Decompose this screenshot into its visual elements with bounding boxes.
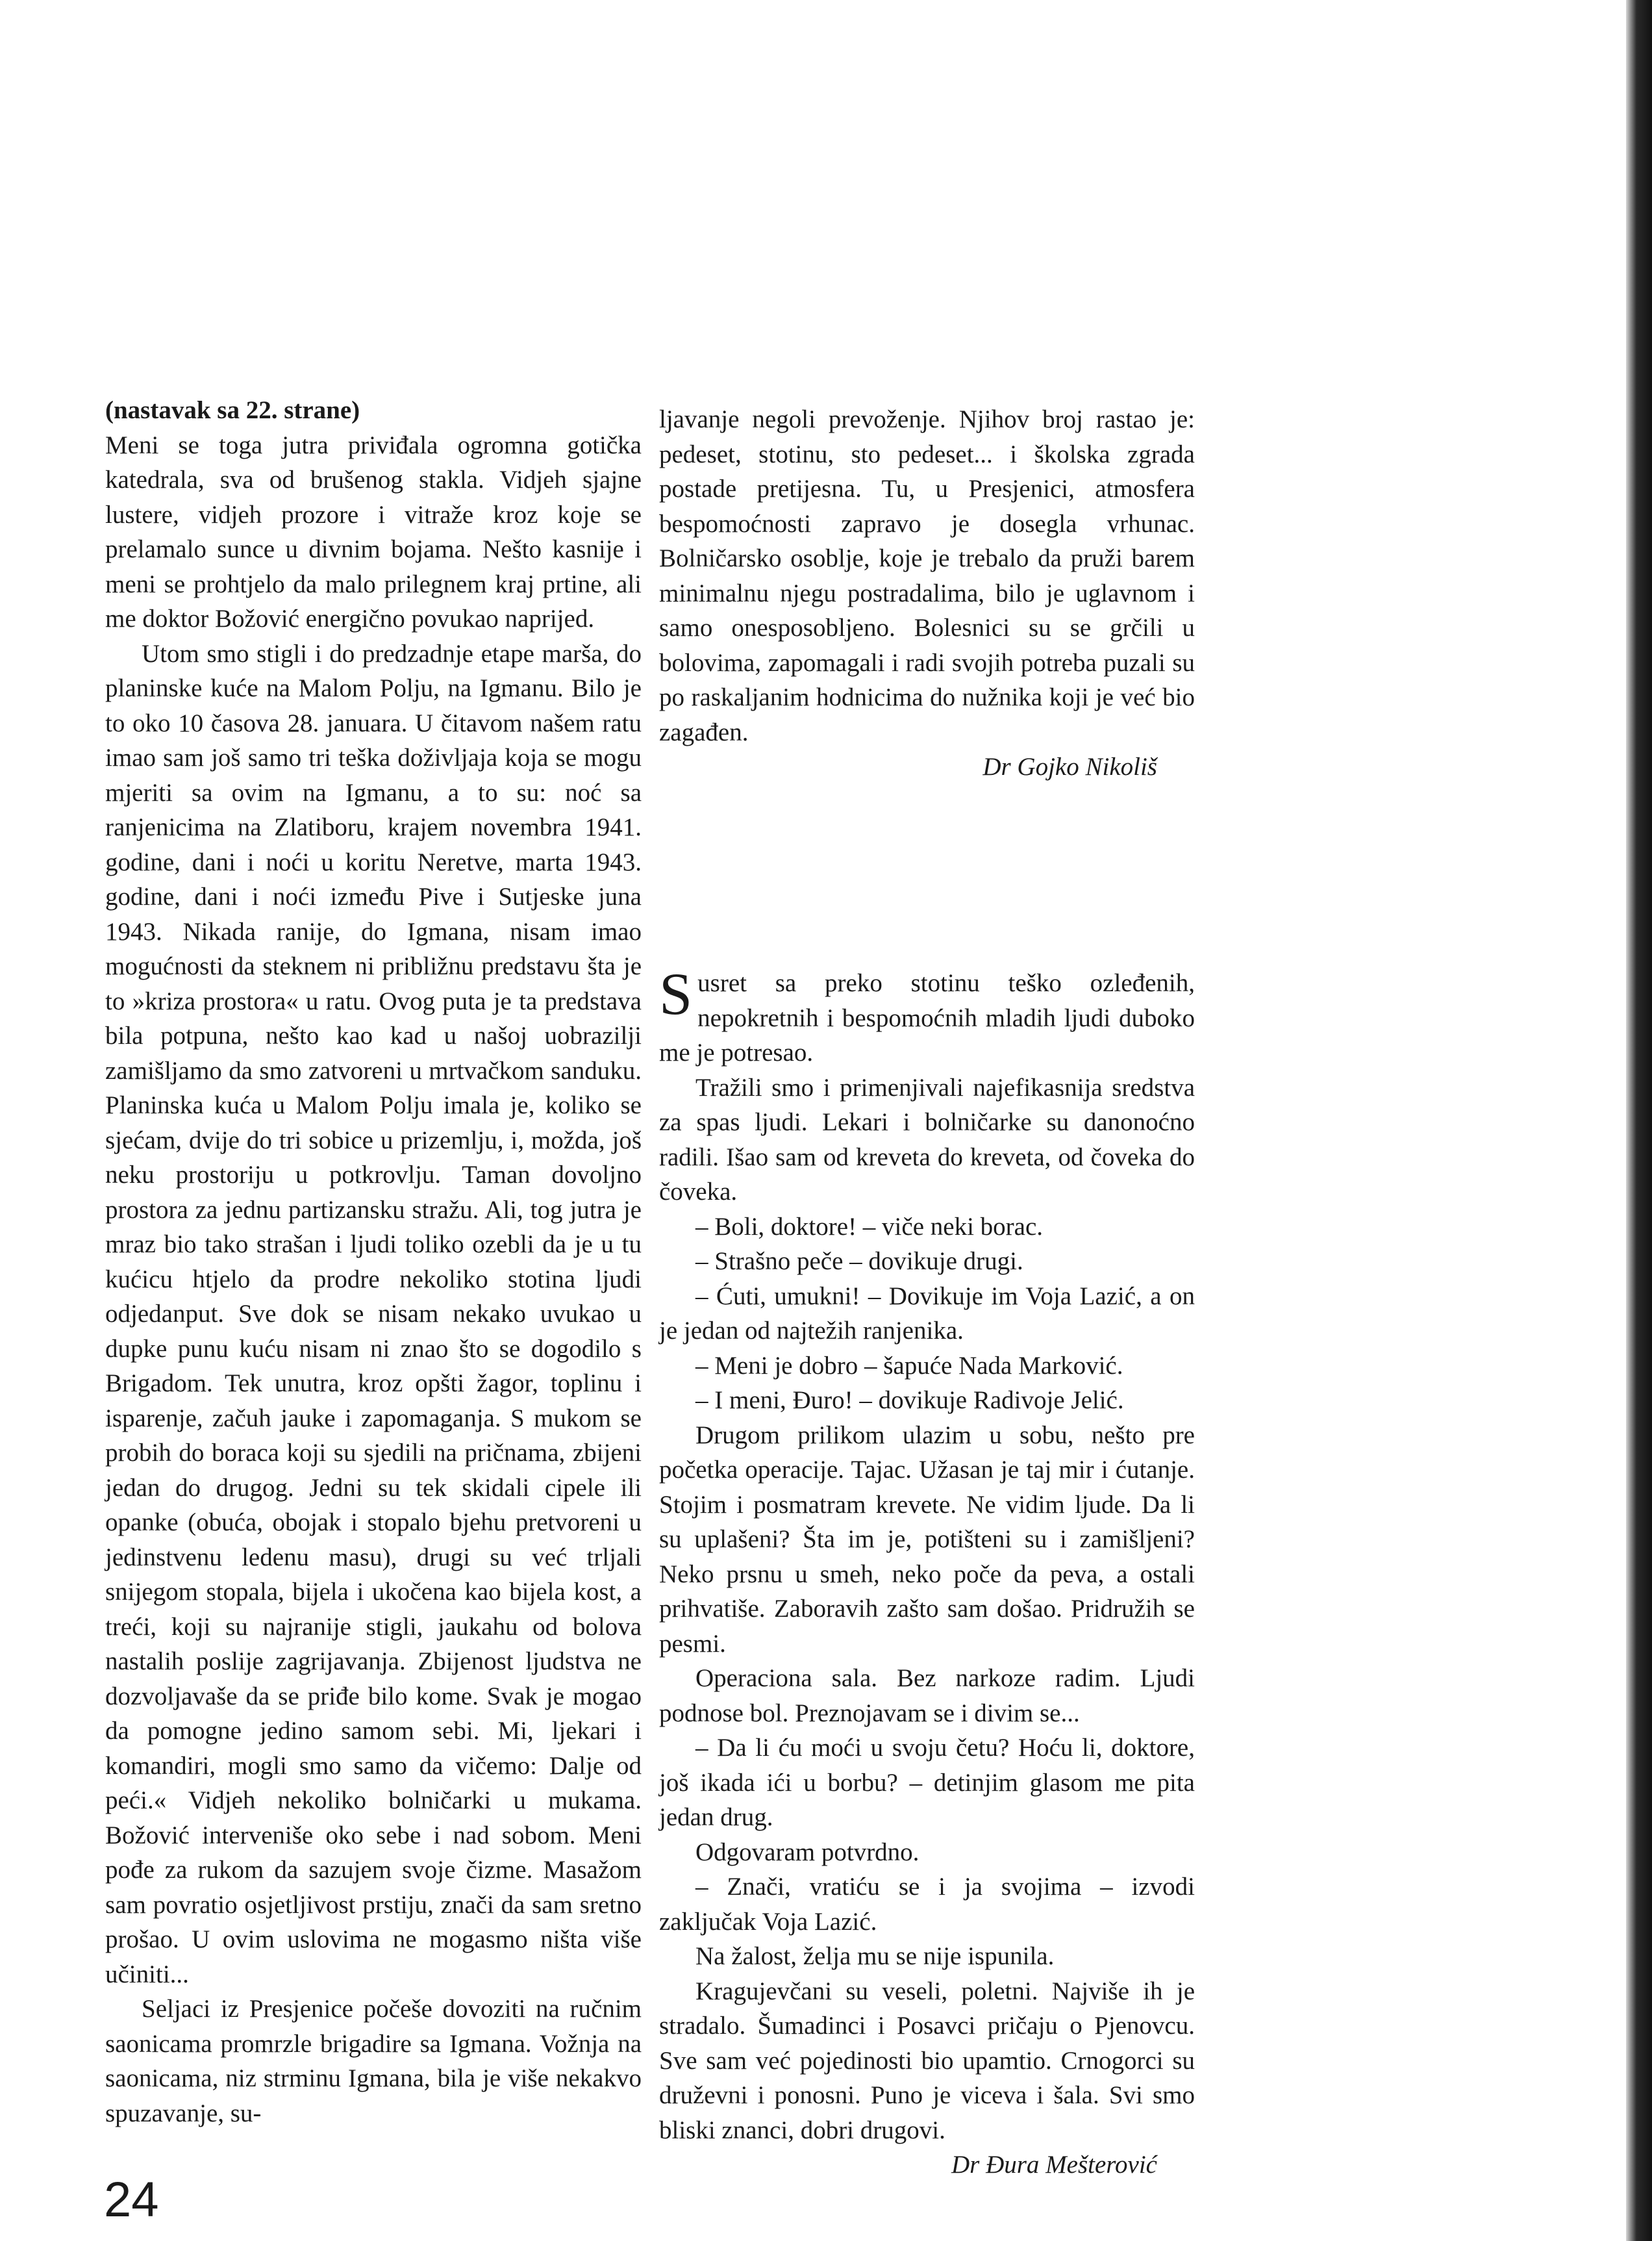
paragraph: Kragujevčani su veseli, poletni. Najviše ih je stradalo. Šumadinci i Posavci pričaju o Pjenovcu. Sve sam već pojedinosti bio upamtio. Crnogorci su druževni i ponosni. Puno je viceva i šala. Svi smo bliski znanci, dobri drugovi. bbox=[659, 1977, 1195, 2144]
right-column-lower bbox=[659, 961, 1195, 2183]
dialogue-line: – Da li ću moći u svoju četu? Hoću li, doktore, još ikada ići u borbu? – detinjim glasom me pita jedan drug. bbox=[659, 1734, 1195, 1831]
paragraph: ljavanje negoli prevoženje. Njihov broj rastao je: pedeset, stotinu, sto pedeset... i školska zgrada postade pretijesna. Tu, u Presjenici, atmosfera bespomoćnosti zapravo je dosegla vrhunac. Bolničarsko osoblje, koje je trebalo da pruži barem minimalnu njegu postradalima, bilo je uglavnom i samo onesposobljeno. Bolesnici su se grčili u bolovima, zapomagali i radi svojih potreba puzali su po raskaljanim hodnicima do nužnika koji je već bio zagađen. bbox=[659, 405, 1195, 746]
left-column bbox=[105, 393, 642, 2131]
author-signature: Dr Đura Mešterović bbox=[951, 2151, 1157, 2179]
paragraph: Meni se toga jutra priviđala ogromna gotička katedrala, sva od brušenog stakla. Vidjeh sjajne lustere, vidjeh prozore i vitraže kroz koje se prelamalo sunce u divnim bojama. Nešto kasnije i meni se prohtjelo da malo prilegnem kraj prtine, ali me doktor Božović energično povukao naprijed. bbox=[105, 431, 642, 633]
paragraph: Utom smo stigli i do predzadnje etape marša, do planinske kuće na Malom Polju, na Igmanu. Bilo je to oko 10 časova 28. januara. U čitavom našem ratu imao sam još samo tri teška doživljaja koja se mogu mjeriti sa ovim na Igmanu, a to su: noć sa ranjenicima na Zlatiboru, krajem novembra 1941. godine, dani i noći u koritu Neretve, marta 1943. godine, dani i noći između Pive i Sutjeske juna 1943. Nikada ranije, do Igmana, nisam imao mogućnosti da steknem ni približnu predstavu šta je to »kriza prostora« u ratu. Ovog puta je ta predstava bila potpuna, nešto kao kad u našoj uobrazilji zamišljamo da smo zatvoreni u mrtvačkom sanduku. Planinska kuća u Malom Polju imala je, koliko se sjećam, dvije do tri sobice u prizemlju, i, možda, još neku prostoriju u potkrovlju. Taman dovoljno prostora za jednu partizansku stražu. Ali, tog jutra je mraz bio tako strašan i ljudi toliko ozebli da je u tu kućicu htjelo da prodre nekoliko stotina ljudi odjedanput. Sve dok se nisam nekako uvukao u dupke punu kuću nisam ni znao što se dogodilo s Brigadom. Tek unutra, kroz opšti žagor, toplinu i isparenje, začuh jauke i zapomaganja. S mukom se probih do boraca koji su sjedili na pričnama, zbijeni jedan do drugog. Jedni su tek skidali cipele ili opanke (obuća, obojak i stopalo bjehu pretvoreni u jedinstvenu ledenu masu), drugi su već trljali snijegom stopala, bijela i ukočena kao bijela kost, a treći, koji su najranije stigli, jaukahu od bolova nastalih poslije zagrijavanja. Zbijenost ljudstva ne dozvoljavaše da se priđe bilo kome. Svak je mogao da pomogne jedino samom sebi. Mi, ljekari i komandiri, mogli smo samo da vičemo: Dalje od peći.« Vidjeh nekoliko bolničarki u mukama. Božović interveniše oko sebe i nad sobom. Meni pođe za rukom da sazujem svoje čizme. Masažom sam povratio osjetljivost prstiju, znači da sam sretno prošao. U ovim uslovima ne mogasmo ništa više učiniti... bbox=[105, 639, 642, 1988]
dialogue-line: – Ćuti, umukni! – Dovikuje im Voja Lazić, a on je jedan od najtežih ranjenika. bbox=[659, 1282, 1195, 1345]
dialogue-line: – Boli, doktore! – viče neki borac. bbox=[695, 1212, 1044, 1241]
paragraph: Tražili smo i primenjivali najefikasnija sredstva za spas ljudi. Lekari i bolničarke su danonoćno radili. Išao sam od kreveta do kreveta, od čoveka do čoveka. bbox=[659, 1073, 1195, 1206]
right-column-upper bbox=[659, 402, 1195, 785]
page-number: 24 bbox=[104, 2172, 159, 2227]
paragraph: Na žalost, želja mu se nije ispunila. bbox=[695, 1942, 1055, 1970]
paragraph: Operaciona sala. Bez narkoze radim. Ljudi podnose bol. Preznojavam se i divim se... bbox=[659, 1664, 1195, 1727]
dialogue-line: – Strašno peče – dovikuje drugi. bbox=[695, 1247, 1023, 1275]
paragraph bbox=[659, 961, 1195, 1070]
paragraph: Drugom prilikom ulazim u sobu, nešto pre početka operacije. Tajac. Užasan je taj mir i ćutanje. Stojim i posmatram krevete. Ne vidim ljude. Da li su uplašeni? Šta im je, potišteni su i zamišljeni? Neko prsnu u smeh, neko poče da peva, a ostali prihvatiše. Zaboravih zašto sam došao. Pridružih se pesmi. bbox=[659, 1421, 1195, 1658]
author-signature: Dr Gojko Nikoliš bbox=[982, 753, 1157, 781]
scan-edge-shadow bbox=[1626, 0, 1652, 2241]
paragraph: Seljaci iz Presjenice počeše dovoziti na ručnim saonicama promrzle brigadire sa Igmana. Vožnja na saonicama, niz strminu Igmana, bila je više nekakvo spuzavanje, su- bbox=[105, 1995, 642, 2127]
dialogue-line: – Znači, vratiću se i ja svojima – izvodi zaključak Voja Lazić. bbox=[659, 1873, 1195, 1936]
first-paragraph-text: usret sa preko stotinu teško ozleđenih, nepokretnih i bespomoćnih mladih ljudi duboko me je potresao. bbox=[659, 969, 1195, 1067]
drop-cap: S bbox=[659, 961, 693, 1027]
dialogue-line: – Meni je dobro – šapuće Nada Marković. bbox=[695, 1351, 1123, 1380]
dialogue-line: – I meni, Đuro! – dovikuje Radivoje Jelić. bbox=[695, 1386, 1124, 1414]
continued-note: (nastavak sa 22. strane) bbox=[105, 396, 360, 424]
paragraph: Odgovaram potvrdno. bbox=[695, 1838, 920, 1866]
